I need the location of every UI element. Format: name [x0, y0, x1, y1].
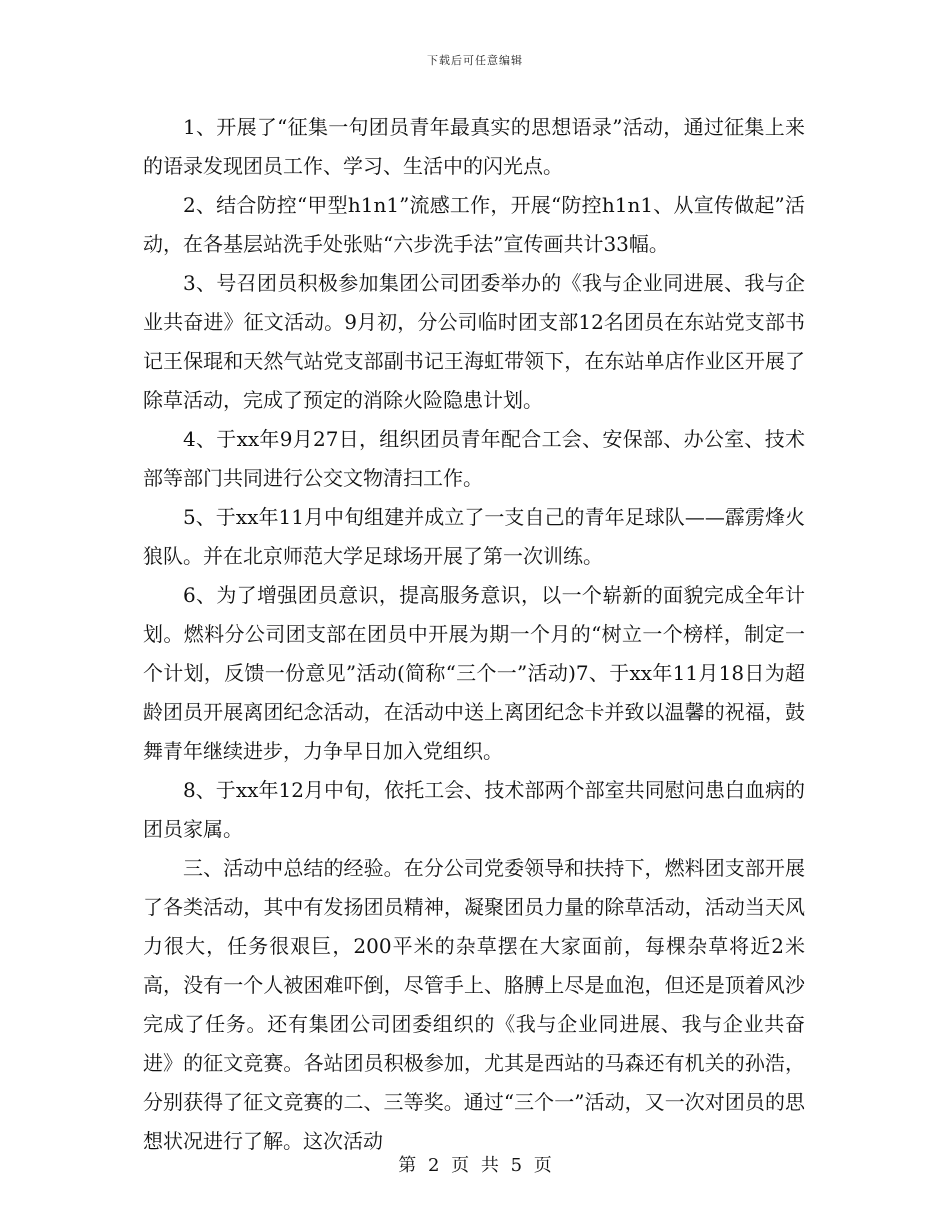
- paragraph-1: 1、开展了“征集一句团员青年最真实的思想语录”活动，通过征集上来的语录发现团员工作、学习、生活中的闪光点。: [143, 115, 805, 178]
- paragraph-8: 三、活动中总结的经验。在分公司党委领导和扶持下，燃料团支部开展了各类活动，其中有发扬团员精神，凝聚团员力量的除草活动，活动当天风力很大，任务很艰巨，200平米的杂草摆在大家面前，每棵杂草将近2米高，没有一个人被困难吓倒，尽管手上、胳膊上尽是血泡，但还是顶着风沙完成了任务。还有集团公司团委组织的《我与企业同进展、我与企业共奋进》的征文竞赛。各站团员积极参加，尤其是西站的马森还有机关的孙浩，分别获得了征文竞赛的二、三等奖。通过“三个一”活动，又一次对团员的思想状况进行了解。这次活动: [143, 856, 805, 1153]
- paragraph-5: 5、于xx年11月中旬组建并成立了一支自己的青年足球队——霹雳烽火狼队。并在北京师范大学足球场开展了第一次训练。: [143, 505, 805, 568]
- paragraph-3: 3、号召团员积极参加集团公司团委举办的《我与企业同进展、我与企业共奋进》征文活动。9月初，分公司临时团支部12名团员在东站党支部书记王保琨和天然气站党支部副书记王海虹带领下，在东站单店作业区开展了除草活动，完成了预定的消除火险隐患计划。: [143, 271, 805, 412]
- paragraph-6: 6、为了增强团员意识，提高服务意识，以一个崭新的面貌完成全年计划。燃料分公司团支部在团员中开展为期一个月的“树立一个榜样，制定一个计划，反馈一份意见”活动(简称“三个一”活动)7、于xx年11月18日为超龄团员开展离团纪念活动，在活动中送上离团纪念卡并致以温馨的祝福，鼓舞青年继续进步，力争早日加入党组织。: [143, 583, 805, 763]
- page-header: 下载后可任意编辑: [427, 54, 523, 67]
- paragraph-4: 4、于xx年9月27日，组织团员青年配合工会、安保部、办公室、技术部等部门共同进行公交文物清扫工作。: [143, 427, 805, 490]
- page-number-footer: 第 2 页 共 5 页: [398, 1155, 552, 1176]
- paragraph-7: 8、于xx年12月中旬，依托工会、技术部两个部室共同慰问患白血病的团员家属。: [143, 778, 805, 841]
- document-body: [143, 108, 805, 1161]
- paragraph-2: 2、结合防控“甲型h1n1”流感工作，开展“防控h1n1、从宣传做起”活动，在各基层站洗手处张贴“六步洗手法”宣传画共计33幅。: [143, 193, 805, 256]
